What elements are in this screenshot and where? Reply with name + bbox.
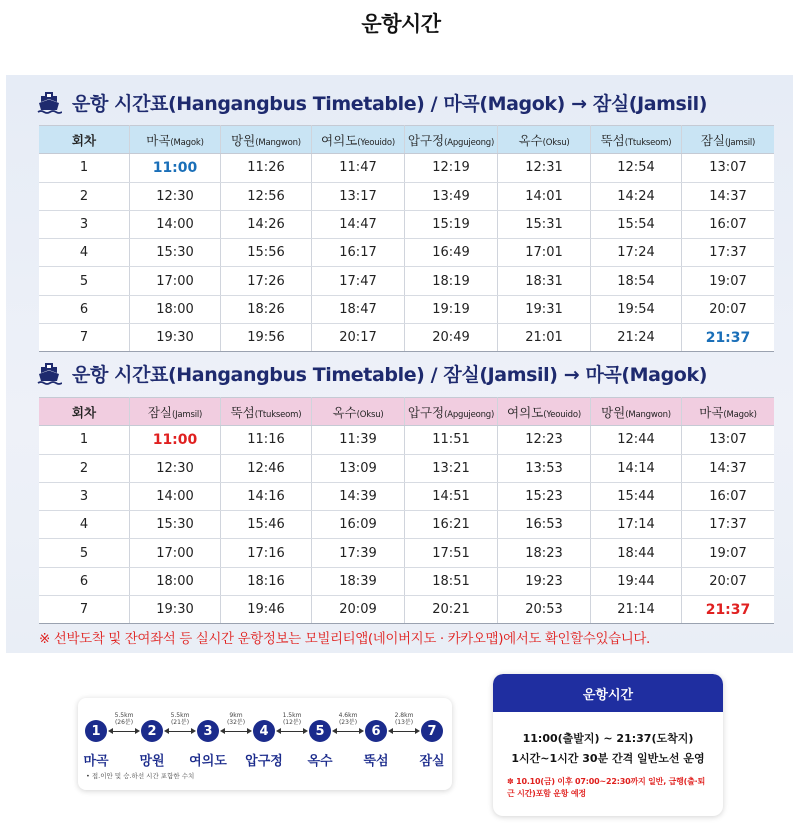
column-header [591, 126, 682, 154]
time-cell: 11:00 [130, 426, 221, 454]
time-cell: 17:37 [682, 239, 775, 267]
column-header-english: (Apgujeong) [444, 409, 495, 420]
time-cell: 16:21 [405, 511, 498, 539]
timetable1 [39, 125, 774, 352]
time-cell: 16:07 [682, 482, 775, 510]
column-header-english: (Yeouido) [543, 409, 581, 420]
segment-time: (32분) [226, 719, 246, 726]
column-header-label: 옥수 [518, 132, 543, 148]
time-cell: 16:07 [682, 210, 775, 238]
time-cell: 18:54 [591, 267, 682, 295]
time-cell: 12:31 [498, 154, 591, 182]
column-header-label: 망원 [601, 404, 626, 420]
time-cell: 13:49 [405, 182, 498, 210]
time-cell: 14:37 [682, 454, 775, 482]
column-header [405, 398, 498, 426]
column-header-english: (Ttukseom) [254, 409, 302, 420]
time-cell: 13:07 [682, 426, 775, 454]
time-cell: 20:53 [498, 596, 591, 624]
time-cell: 11:47 [312, 154, 405, 182]
time-cell: 15:54 [591, 210, 682, 238]
time-cell: 18:26 [221, 295, 312, 323]
column-header-label: 압구정 [407, 404, 445, 420]
trip-number-cell: 3 [39, 210, 130, 238]
time-cell: 14:01 [498, 182, 591, 210]
timetable-panel [6, 75, 793, 653]
time-cell: 18:39 [312, 567, 405, 595]
segment-distance: 4.6km [338, 712, 358, 719]
realtime-notice: ※ 선박도착 및 잔여좌석 등 실시간 운항정보는 모빌리티앱(네이버지도 · 카카오맵)에서도 확인할수있습니다. [39, 631, 650, 647]
timetable2-header-row [39, 398, 774, 426]
ship-icon [36, 360, 62, 386]
segment-time: (13분) [394, 719, 414, 726]
column-header-label: 마곡 [699, 404, 724, 420]
route-note: • 접.이안 및 승.하선 시간 포함한 수치 [86, 772, 195, 780]
segment-arrow [336, 731, 360, 732]
column-header [130, 126, 221, 154]
time-cell: 14:24 [591, 182, 682, 210]
time-cell: 15:23 [498, 482, 591, 510]
column-header-english: (Oksu) [542, 137, 570, 148]
column-header-label: 망원 [231, 132, 256, 148]
segment-arrow [224, 731, 248, 732]
time-cell: 18:51 [405, 567, 498, 595]
time-cell: 15:56 [221, 239, 312, 267]
time-cell: 12:30 [130, 182, 221, 210]
time-cell: 14:16 [221, 482, 312, 510]
time-cell: 13:09 [312, 454, 405, 482]
ship-icon [36, 89, 62, 115]
trip-number-cell: 4 [39, 239, 130, 267]
time-cell: 19:30 [130, 596, 221, 624]
column-header-label: 압구정 [407, 132, 445, 148]
stop-number: 5 [309, 720, 331, 742]
time-cell: 15:44 [591, 482, 682, 510]
time-cell: 14:26 [221, 210, 312, 238]
trip-number-cell: 1 [39, 426, 130, 454]
table-row [39, 154, 774, 182]
column-header [591, 398, 682, 426]
time-cell: 14:00 [130, 482, 221, 510]
page-title: 운항시간 [361, 12, 441, 36]
column-header-english: (Magok) [170, 137, 204, 148]
trip-number-cell: 6 [39, 567, 130, 595]
time-cell: 21:01 [498, 324, 591, 352]
column-header-label: 마곡 [146, 132, 171, 148]
stop-number: 6 [365, 720, 387, 742]
column-header [130, 398, 221, 426]
time-cell: 16:09 [312, 511, 405, 539]
time-cell: 15:30 [130, 511, 221, 539]
time-cell: 18:44 [591, 539, 682, 567]
table-row [39, 324, 774, 352]
column-header-label: 여의도 [507, 404, 544, 420]
time-cell: 18:31 [498, 267, 591, 295]
table-row [39, 454, 774, 482]
column-header-english: (Yeouido) [357, 137, 395, 148]
time-cell: 16:17 [312, 239, 405, 267]
segment-label [283, 712, 302, 726]
segment-label [227, 712, 245, 726]
segment-label [339, 712, 358, 726]
time-cell: 15:30 [130, 239, 221, 267]
segment-arrow [392, 731, 416, 732]
trip-number-cell: 5 [39, 267, 130, 295]
stop-name: 잠실 [419, 754, 445, 769]
segment-distance: 5.5km [114, 712, 134, 719]
schedule-title: 운항시간 [493, 674, 723, 712]
trip-number-cell: 3 [39, 482, 130, 510]
time-cell: 18:00 [130, 295, 221, 323]
timetable2 [39, 397, 774, 624]
trip-number-cell: 5 [39, 539, 130, 567]
segment-time: (21분) [170, 719, 190, 726]
column-header-english: (Apgujeong) [444, 137, 495, 148]
time-cell: 19:07 [682, 267, 775, 295]
time-cell: 15:19 [405, 210, 498, 238]
column-header [498, 126, 591, 154]
column-header-label: 옥수 [332, 404, 357, 420]
column-header [39, 126, 130, 154]
time-cell: 12:19 [405, 154, 498, 182]
table-row [39, 295, 774, 323]
time-cell: 19:30 [130, 324, 221, 352]
time-cell: 11:16 [221, 426, 312, 454]
timetable2-title: 운항 시간표(Hangangbus Timetable) / 잠실(Jamsil) → 마곡(Magok) [72, 363, 707, 386]
time-cell: 18:16 [221, 567, 312, 595]
time-cell: 20:17 [312, 324, 405, 352]
column-header-label: 잠실 [147, 404, 172, 420]
route-map-card [78, 698, 452, 790]
time-cell: 12:30 [130, 454, 221, 482]
column-header-english: (Mangwon) [255, 137, 301, 148]
time-cell: 21:24 [591, 324, 682, 352]
stop-name: 마곡 [83, 754, 109, 769]
column-header [498, 398, 591, 426]
table-row [39, 596, 774, 624]
time-cell: 13:17 [312, 182, 405, 210]
time-cell: 17:24 [591, 239, 682, 267]
column-header-label: 여의도 [321, 132, 358, 148]
trip-number-cell: 2 [39, 454, 130, 482]
timetable1-title-row [36, 87, 707, 117]
stop-number: 7 [421, 720, 443, 742]
segment-label [395, 712, 414, 726]
trip-number-cell: 6 [39, 295, 130, 323]
stop-name: 옥수 [307, 754, 333, 769]
table-row [39, 539, 774, 567]
time-cell: 14:14 [591, 454, 682, 482]
column-header-label: 뚝섬 [600, 132, 625, 148]
time-cell: 19:19 [405, 295, 498, 323]
column-header [312, 398, 405, 426]
segment-arrow [112, 731, 136, 732]
time-cell: 18:47 [312, 295, 405, 323]
trip-number-cell: 4 [39, 511, 130, 539]
column-header [39, 398, 130, 426]
time-cell: 14:37 [682, 182, 775, 210]
column-header-english: (Mangwon) [625, 409, 671, 420]
time-cell: 16:49 [405, 239, 498, 267]
segment-time: (23분) [338, 719, 358, 726]
column-header-english: (Magok) [723, 409, 757, 420]
table-row [39, 426, 774, 454]
segment-distance: 9km [229, 712, 243, 719]
time-cell: 19:23 [498, 567, 591, 595]
trip-number-cell: 1 [39, 154, 130, 182]
time-cell: 12:54 [591, 154, 682, 182]
table-row [39, 267, 774, 295]
segment-label [115, 712, 134, 726]
table-row [39, 567, 774, 595]
schedule-hours: 11:00(출발지) ~ 21:37(도착지) [522, 732, 694, 745]
table-row [39, 239, 774, 267]
segment-arrow [168, 731, 192, 732]
timetable1-header-row [39, 126, 774, 154]
trip-number-cell: 7 [39, 324, 130, 352]
segment-label [171, 712, 190, 726]
schedule-card [493, 674, 723, 816]
time-cell: 19:56 [221, 324, 312, 352]
column-header-english: (Ttukseom) [624, 137, 672, 148]
segment-time: (12분) [282, 719, 302, 726]
time-cell: 17:16 [221, 539, 312, 567]
time-cell: 19:46 [221, 596, 312, 624]
time-cell: 17:51 [405, 539, 498, 567]
timetable1-title: 운항 시간표(Hangangbus Timetable) / 마곡(Magok) → 잠실(Jamsil) [72, 92, 707, 115]
column-header-label: 회차 [71, 404, 97, 420]
segment-distance: 5.5km [170, 712, 190, 719]
time-cell: 13:07 [682, 154, 775, 182]
time-cell: 14:39 [312, 482, 405, 510]
time-cell: 18:23 [498, 539, 591, 567]
column-header [221, 398, 312, 426]
table-row [39, 182, 774, 210]
table-row [39, 482, 774, 510]
time-cell: 20:07 [682, 295, 775, 323]
time-cell: 17:39 [312, 539, 405, 567]
time-cell: 21:14 [591, 596, 682, 624]
stop-name: 뚝섬 [363, 754, 389, 769]
stop-number: 3 [197, 720, 219, 742]
table-row [39, 511, 774, 539]
time-cell: 17:14 [591, 511, 682, 539]
time-cell: 14:47 [312, 210, 405, 238]
time-cell: 21:37 [682, 324, 775, 352]
trip-number-cell: 2 [39, 182, 130, 210]
stop-number: 4 [253, 720, 275, 742]
column-header [405, 126, 498, 154]
segment-distance: 1.5km [282, 712, 302, 719]
time-cell: 20:49 [405, 324, 498, 352]
time-cell: 19:07 [682, 539, 775, 567]
time-cell: 20:09 [312, 596, 405, 624]
column-header [221, 126, 312, 154]
time-cell: 12:56 [221, 182, 312, 210]
column-header [682, 126, 775, 154]
time-cell: 12:23 [498, 426, 591, 454]
time-cell: 19:31 [498, 295, 591, 323]
table-row [39, 210, 774, 238]
time-cell: 13:53 [498, 454, 591, 482]
stop-name: 압구정 [245, 754, 283, 769]
time-cell: 14:00 [130, 210, 221, 238]
time-cell: 15:31 [498, 210, 591, 238]
trip-number-cell: 7 [39, 596, 130, 624]
schedule-interval: 1시간~1시간 30분 간격 일반노선 운영 [511, 752, 705, 765]
column-header [312, 126, 405, 154]
column-header-label: 잠실 [700, 132, 725, 148]
time-cell: 20:07 [682, 567, 775, 595]
column-header-english: (Jamsil) [171, 409, 203, 420]
time-cell: 12:44 [591, 426, 682, 454]
stop-number: 1 [85, 720, 107, 742]
segment-time: (26분) [114, 719, 134, 726]
column-header [682, 398, 775, 426]
time-cell: 15:46 [221, 511, 312, 539]
time-cell: 18:19 [405, 267, 498, 295]
time-cell: 17:37 [682, 511, 775, 539]
time-cell: 11:51 [405, 426, 498, 454]
time-cell: 19:54 [591, 295, 682, 323]
time-cell: 11:39 [312, 426, 405, 454]
time-cell: 19:44 [591, 567, 682, 595]
time-cell: 17:00 [130, 267, 221, 295]
time-cell: 17:47 [312, 267, 405, 295]
schedule-note: ✽ 10.10(금) 이후 07:00~22:30까지 일반, 급행(출·퇴근 시간)포함 운항 예정 [507, 777, 706, 798]
column-header-label: 뚝섬 [230, 404, 255, 420]
time-cell: 20:21 [405, 596, 498, 624]
time-cell: 11:00 [130, 154, 221, 182]
time-cell: 13:21 [405, 454, 498, 482]
time-cell: 17:26 [221, 267, 312, 295]
column-header-label: 회차 [71, 132, 97, 148]
time-cell: 14:51 [405, 482, 498, 510]
stop-number: 2 [141, 720, 163, 742]
stop-name: 여의도 [189, 754, 227, 769]
time-cell: 17:00 [130, 539, 221, 567]
time-cell: 12:46 [221, 454, 312, 482]
time-cell: 16:53 [498, 511, 591, 539]
column-header-english: (Oksu) [356, 409, 384, 420]
time-cell: 17:01 [498, 239, 591, 267]
stop-name: 망원 [139, 754, 165, 769]
time-cell: 11:26 [221, 154, 312, 182]
timetable2-title-row [36, 358, 707, 388]
column-header-english: (Jamsil) [724, 137, 756, 148]
time-cell: 18:00 [130, 567, 221, 595]
time-cell: 21:37 [682, 596, 775, 624]
segment-arrow [280, 731, 304, 732]
segment-distance: 2.8km [394, 712, 414, 719]
